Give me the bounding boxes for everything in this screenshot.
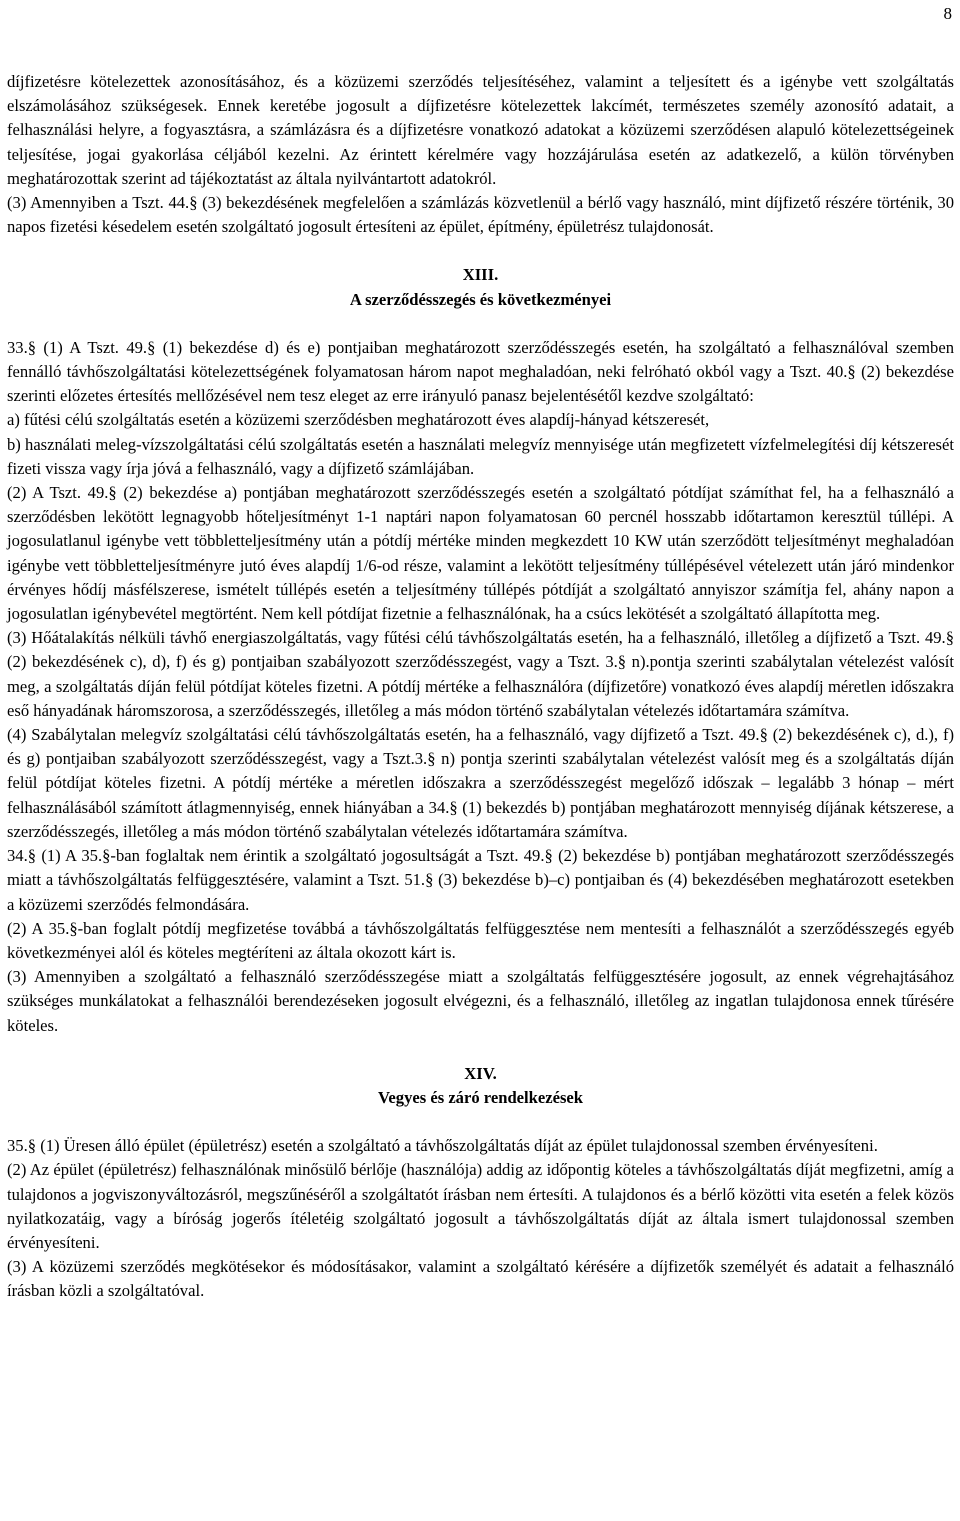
paragraph-notification-owner: (3) Amennyiben a Tszt. 44.§ (3) bekezdésének megfelelően a számlázás közvetlenül a bérlő vagy használó, mint díjfizető részére történik, 30 napos fizetési késedelem esetén szolgáltató jogosult értesíteni az épület, építmény, épületrész tulajdonosát. <box>7 193 954 237</box>
paragraph-33-3: (3) Hőátalakítás nélküli távhő energiaszolgáltatás, vagy fűtési célú távhőszolgáltatás esetén, ha a felhasználó, illetőleg a díjfizető a Tszt. 49.§ (2) bekezdésének c), d), f) és g) pontjaiban szabályozott szerződésszegést, vagy a Tszt. 3.§ n).pontja szerinti szabálytalan vételezést valósít meg, a szolgáltatás díján felül pótdíjat köteles fizetni. A pótdíj mértéke a felhasználóra (díjfizetőre) vonatkozó éves alapdíj méretlen időszakra eső hányadának háromszorosa, a szerződésszegés, illetőleg a más módon történő szabálytalan vételezés időtartamára számítva. <box>7 628 954 720</box>
section-title: A szerződésszegés és következményei <box>349 289 612 309</box>
paragraph-34-1: 34.§ (1) A 35.§-ban foglaltak nem érintik a szolgáltató jogosultságát a Tszt. 49.§ (2) bekezdése b) pontjában meghatározott szerződésszegés miatt a távhőszolgáltatás felfüggesztésére, valamint a Tszt. 51.§ (3) bekezdése b)–c) pontjaiban és (4) bekezdésében meghatározott esetekben a közüzemi szerződés felmondására. <box>7 846 954 914</box>
paragraph-33-2: (2) A Tszt. 49.§ (2) bekezdése a) pontjában meghatározott szerződésszegés esetén a szolgáltató pótdíjat számíthat fel, ha a felhasználó a szerződésben lekötött legnagyobb hőteljesítményt 1-1 naptári napon folyamatosan 60 percnél hosszabb időtartamon keresztül túllépi. A jogosulatlanul igénybe vett többletteljesítmény után a pótdíj mértéke minden megkezdett 10 KW után szerződött teljesítményt meghaladóan igénybe vett többletteljesítményre jutó éves alapdíj 1/6-od része, valamint a lekötött teljesítmény túllépésével vételezett után járó mindenkor érvényes hődíj másfélszerese, ismételt túllépés esetén a teljesítmény túllépés pótdíját a szolgáltató annyiszor számítja fel, ahány napon a jogosulatlan igénybevétel megtörtént. Nem kell pótdíjat fizetnie a felhasználónak, ha a csúcs lekötését a szolgáltató állapította meg. <box>7 483 954 624</box>
paragraph-33-1-a: a) fűtési célú szolgáltatás esetén a közüzemi szerződésben meghatározott éves alapdíj-hányad kétszeresét, <box>7 410 710 430</box>
section-heading-xiii <box>7 263 954 311</box>
paragraph-data-handling: díjfizetésre kötelezettek azonosításához, és a közüzemi szerződés teljesítéséhez, valamint a teljesített és a igénybe vett szolgáltatás elszámolásához szükségesek. Ennek keretébe jogosult a díjfizetésre kötelezettek lakcímét, természetes személy azonosító adatait, a felhasználási helyre, a fogyasztásra, a számlázásra és a díjfizetésre vonatkozó adatokat a közüzemi szerződésen alapuló kötelezettségeinek teljesítése, jogai gyakorlása céljából kezelni. Az érintett kérelmére vagy hozzájárulása esetén az adatkezelő, a külön törvényben meghatározottak szerint ad tájékoztatást az általa nyilvántartott adatokról. <box>7 72 954 188</box>
paragraph-35-1: 35.§ (1) Üresen álló épület (épületrész) esetén a szolgáltató a távhőszolgáltatás díját az épület tulajdonossal szemben érvényesíteni. <box>7 1136 878 1156</box>
section-title: Vegyes és záró rendelkezések <box>377 1087 584 1107</box>
section-heading-xiv <box>7 1062 954 1110</box>
page-number: 8 <box>943 4 952 23</box>
section-number: XIV. <box>464 1063 497 1083</box>
document-body <box>7 70 954 1304</box>
paragraph-33-1: 33.§ (1) A Tszt. 49.§ (1) bekezdése d) és e) pontjaiban meghatározott szerződésszegés esetén, ha szolgáltató a felhasználóval szemben fennálló távhőszolgáltatási kötelezettségének folyamatosan három napot meghaladóan, neki felróható okból vagy a Tszt. 40.§ (2) bekezdése szerinti előzetes értesítés mellőzésével nem tesz eleget az erre irányuló panasz bejelentésétől kezdve szolgáltató: <box>7 337 954 406</box>
paragraph-34-3: (3) Amennyiben a szolgáltató a felhasználó szerződésszegése miatt a szolgáltatás felfüggesztésére jogosult, az ennek végrehajtásához szükséges munkálatokat a felhasználói berendezéseken jogosult elvégezni, és a felhasználó, illetőleg az ingatlan tulajdonosa ennek tűrésére köteles. <box>7 967 954 1035</box>
paragraph-35-2: (2) Az épület (épületrész) felhasználónak minősülő bérlője (használója) addig az időpontig köteles a távhőszolgáltatás díját megfizetni, amíg a tulajdonos a jogviszonyváltozásról, megszűnéséről a szolgáltatót írásban nem értesíti. A tulajdonos és a bérlő közötti vita esetén a felek közös nyilatkozatáig, vagy a bíróság jogerős ítéletéig szolgáltató jogosult a távhőszolgáltatás díját az általa ismert tulajdonossal szemben érvényesíteni. <box>7 1160 954 1252</box>
paragraph-33-1-b: b) használati meleg-vízszolgáltatási célú szolgáltatás esetén a használati melegvíz mennyisége után megfizetett vízfelmelegítési díj kétszeresét fizeti vissza vagy írja jóvá a felhasználó, vagy a díjfizető számlájában. <box>7 434 954 478</box>
paragraph-33-4: (4) Szabálytalan melegvíz szolgáltatási célú távhőszolgáltatás esetén, ha a felhasználó, vagy díjfizető a Tszt. 49.§ (2) bekezdésének c), d.), f) és g) pontjaiban szabályozott szerződésszegést, vagy a Tszt.3.§ n) pontja szerinti szabálytalan vételezést valósít meg és a szolgáltatás díján felül pótdíjat köteles fizetni. A pótdíj mértéke a méretlen időszakra a szerződésszegést megelőző időszak – legalább 3 hónap – mért felhasználásából számított átlagmennyiség, ennek hiányában a 34.§ (1) bekezdés b) pontjában meghatározott mennyiség díjának kétszerese, a szerződésszegés, illetőleg a más módon történő szabálytalan vételezés időtartamára számítva. <box>7 725 954 841</box>
paragraph-34-2: (2) A 35.§-ban foglalt pótdíj megfizetése továbbá a távhőszolgáltatás felfüggesztése nem mentesíti a felhasználót a szerződésszegés egyéb következményei alól és köteles megtéríteni az általa okozott kárt is. <box>7 918 954 962</box>
paragraph-35-3: (3) A közüzemi szerződés megkötésekor és módosításakor, valamint a szolgáltató kérésére a díjfizetők személyét és adatait a felhasználó írásban közli a szolgáltatóval. <box>7 1257 954 1301</box>
section-number: XIII. <box>462 265 499 285</box>
